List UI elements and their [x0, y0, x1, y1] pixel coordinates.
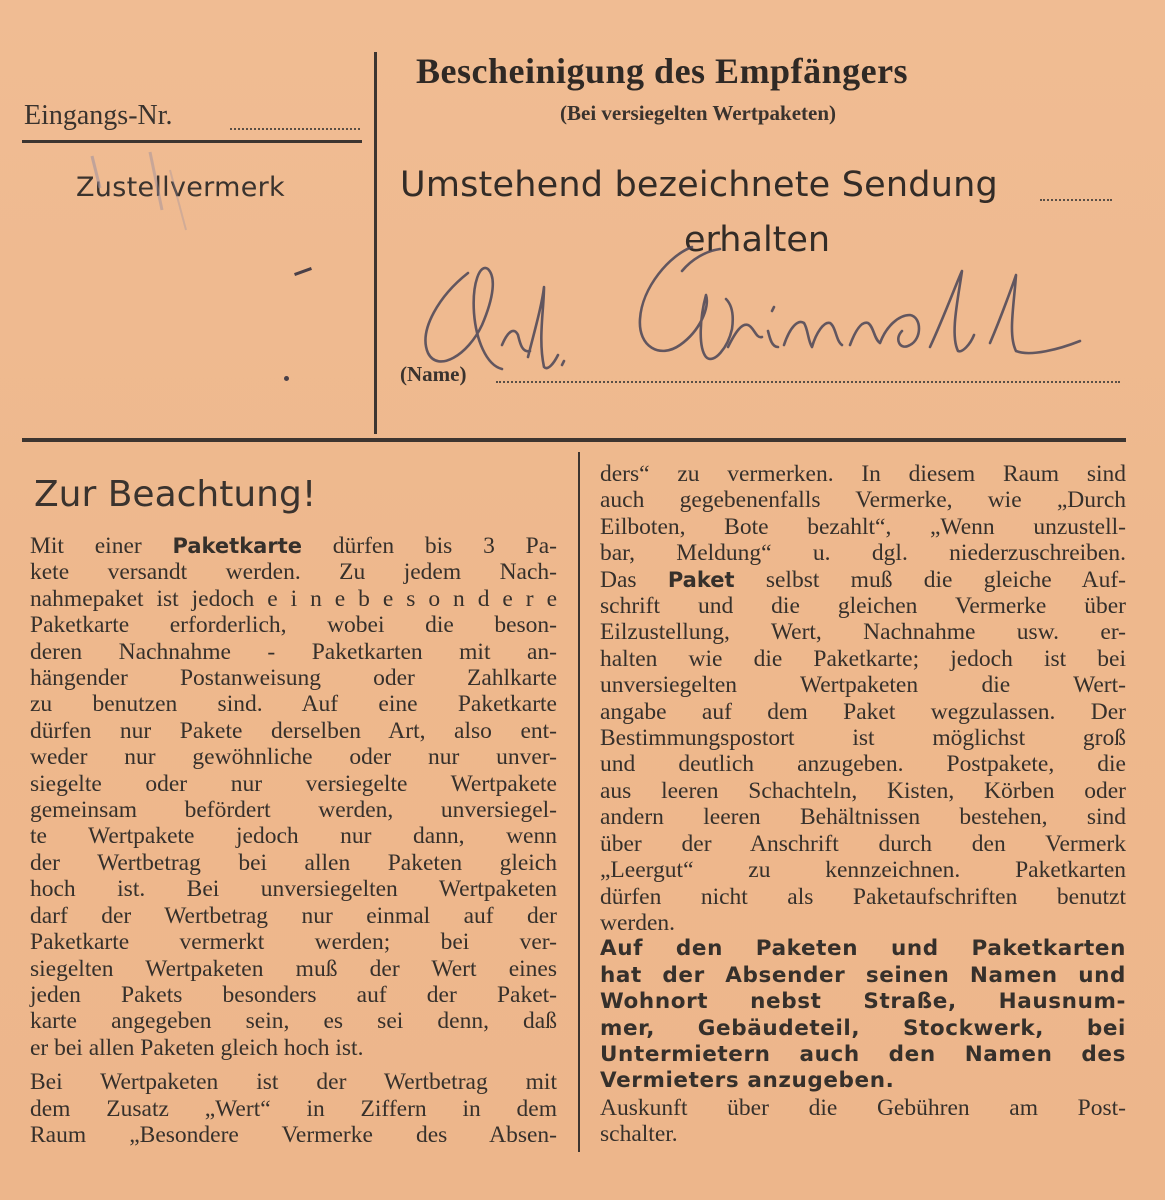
notice-line: schalter. [600, 1121, 678, 1148]
notice-line: gemeinsam befördert werden, unversiegel- [30, 797, 557, 824]
notice-column-divider [578, 452, 580, 1152]
notice-line: Raum „Besondere Vermerke des Absen- [30, 1121, 557, 1148]
notice-line: über der Anschrift durch den Vermerk [600, 830, 1126, 857]
notice-line: der Wertbetrag bei allen Paketen gleich [30, 849, 557, 876]
certificate-title: Bescheinigung des Empfängers [416, 51, 909, 91]
eingangs-nr-dotted-line [230, 128, 360, 130]
main-horizontal-rule [22, 438, 1126, 442]
name-label: (Name) [400, 362, 467, 386]
notice-line: jeden Pakets besonders auf der Paket- [30, 981, 557, 1008]
notice-line: Untermietern auch den Namen des [600, 1041, 1126, 1067]
notice-line: hängender Postanweisung oder Zahlkarte [30, 665, 557, 692]
statement-line-1: Umstehend bezeichnete Sendung [400, 165, 998, 205]
notice-line: ders“ zu vermerken. In diesem Raum sind [600, 461, 1126, 487]
pencil-marks-icon [90, 150, 210, 240]
notice-left-column [30, 533, 557, 1148]
notice-line: halten wie die Paketkarte; jedoch ist bei [600, 645, 1126, 672]
eingangs-nr-label: Eingangs-Nr. [24, 100, 173, 131]
notice-line: Eilzustellung, Wert, Nachnahme usw. er- [600, 619, 1126, 646]
notice-line: darf der Wertbetrag nur einmal auf der [30, 902, 557, 929]
notice-emphasis: Paket [667, 567, 735, 592]
header-vertical-divider [374, 52, 377, 434]
notice-line: Paketkarte vermerkt werden; bei ver- [30, 929, 557, 956]
notice-line: dem Zusatz „Wert“ in Ziffern in dem [30, 1095, 557, 1122]
notice-line: unversiegelten Wertpaketen die Wert- [600, 672, 1126, 699]
notice-line: zu benutzen sind. Auf eine Paketkarte [30, 691, 557, 718]
notice-line: „Leergut“ zu kennzeichnen. Paketkarten [600, 857, 1126, 884]
notice-line: nahmepaket ist jedoch e i n e b e s o n d e r e [30, 585, 557, 612]
notice-line: andern leeren Behältnissen bestehen, sind [600, 804, 1126, 831]
statement-dotted-line [1040, 199, 1112, 201]
notice-line: er bei allen Paketen gleich hoch ist. [30, 1034, 364, 1061]
notice-line: Eilboten, Bote bezahlt“, „Wenn unzustell- [600, 513, 1126, 540]
certificate-subtitle: (Bei versiegelten Wertpaketen) [560, 101, 837, 125]
notice-line: auch gegebenenfalls Vermerke, wie „Durch [600, 487, 1126, 514]
notice-line [600, 567, 1126, 593]
handwritten-signature-icon [410, 235, 1100, 395]
zustellvermerk-label: Zustellvermerk [76, 172, 285, 203]
notice-line [30, 533, 557, 559]
notice-line: hat der Absender seinen Namen und [600, 962, 1126, 988]
notice-line: Wohnort nebst Straße, Hausnum- [600, 989, 1126, 1015]
notice-line: aus leeren Schachteln, Kisten, Körben oder [600, 777, 1126, 804]
ink-dot-mark [284, 376, 289, 381]
notice-emphasis: Paketkarte [172, 534, 302, 558]
notice-text: Mit einer [30, 533, 173, 559]
notice-line: karte angegeben sein, es sei denn, daß [30, 1008, 557, 1035]
notice-text: dürfen bis 3 Pa- [301, 533, 557, 559]
notice-line: hoch ist. Bei unversiegelten Wertpaketen [30, 876, 557, 903]
notice-line: siegelten Wertpaketen muß der Wert eines [30, 955, 557, 982]
notice-line: schrift und die gleichen Vermerke über [600, 593, 1126, 620]
notice-text: Das [600, 566, 668, 593]
notice-line: Paketkarte erforderlich, wobei die beson- [30, 612, 557, 639]
notice-line: bar, Meldung“ u. dgl. niederzuschreiben. [600, 540, 1126, 567]
notice-line: Vermieters anzugeben. [600, 1068, 895, 1094]
notice-line: Auf den Paketen und Paketkarten [600, 936, 1126, 962]
notice-line: dürfen nicht als Paketaufschriften benutzt [600, 883, 1126, 910]
notice-line: angabe auf dem Paket wegzulassen. Der [600, 698, 1126, 725]
ink-tick-mark [294, 267, 312, 276]
notice-line: siegelte oder nur versiegelte Wertpakete [30, 770, 557, 797]
notice-line: dürfen nur Pakete derselben Art, also ent- [30, 717, 557, 744]
notice-line: Bei Wertpaketen ist der Wertbetrag mit [30, 1069, 557, 1096]
notice-line: deren Nachnahme - Paketkarten mit an- [30, 638, 557, 665]
notice-line: Bestimmungspostort ist möglichst groß [600, 725, 1126, 752]
notice-line: mer, Gebäudeteil, Stockwerk, bei [600, 1015, 1126, 1041]
notice-line: kete versandt werden. Zu jedem Nach- [30, 559, 557, 586]
notice-line: und deutlich anzugeben. Postpakete, die [600, 751, 1126, 778]
notice-line: Auskunft über die Gebühren am Post- [600, 1094, 1126, 1121]
statement-line-2: erhalten [684, 220, 831, 260]
notice-line: te Wertpakete jedoch nur dann, wenn [30, 823, 557, 850]
notice-line: weder nur gewöhnliche oder nur unver- [30, 744, 557, 771]
notice-heading: Zur Beachtung! [34, 474, 317, 515]
notice-text: selbst muß die gleiche Auf- [734, 566, 1126, 593]
left-header-rule [22, 140, 362, 143]
notice-right-column [600, 461, 1126, 1148]
notice-line: werden. [600, 909, 676, 936]
